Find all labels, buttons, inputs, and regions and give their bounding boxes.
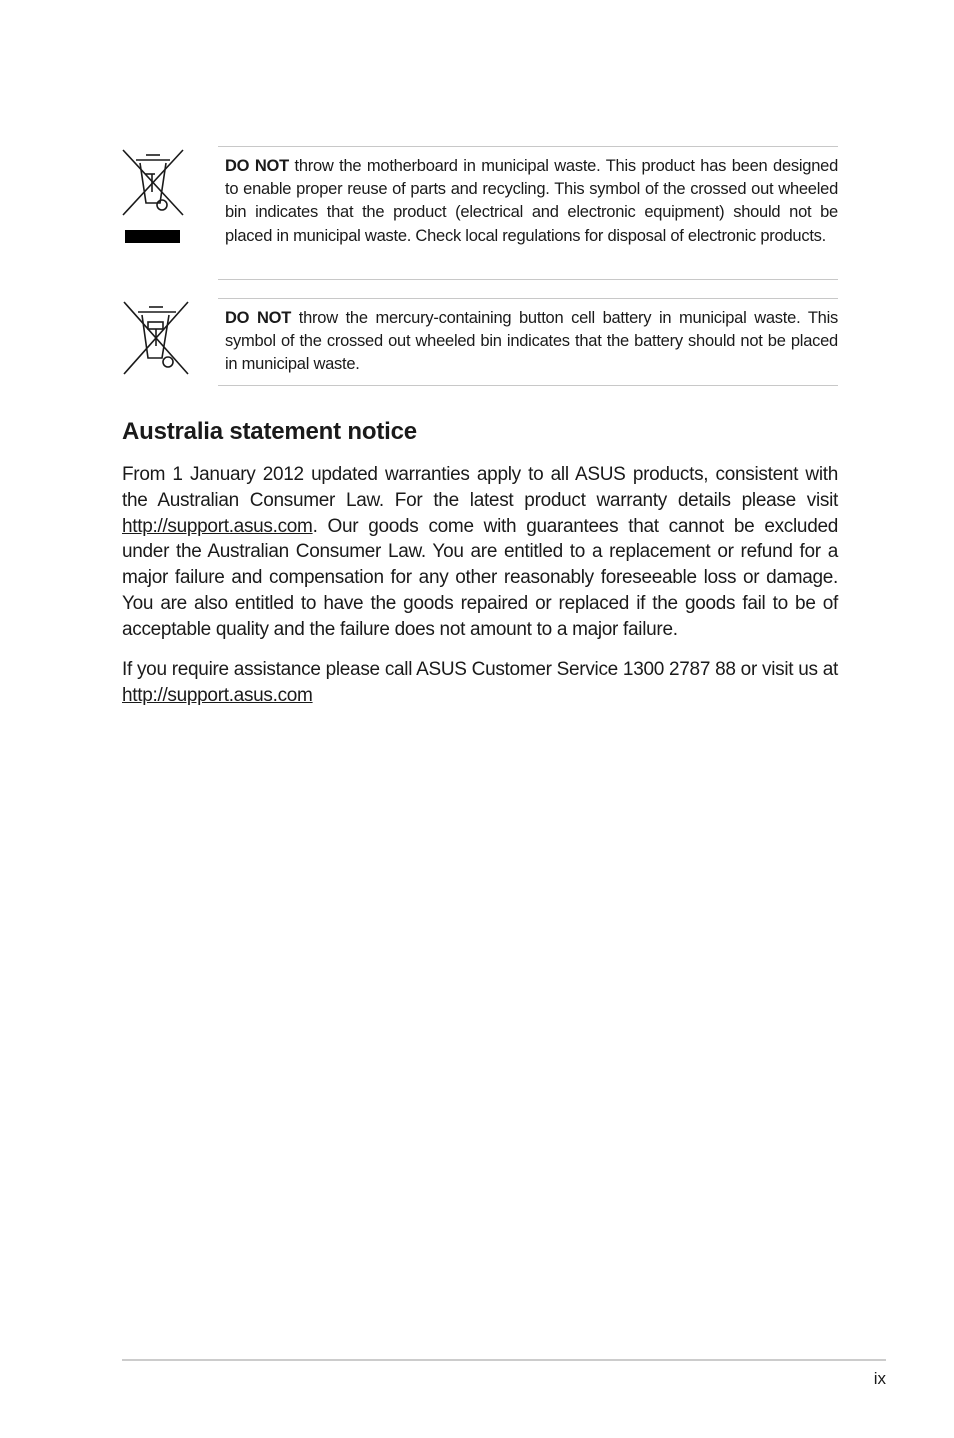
support-link[interactable]: http://support.asus.com (122, 684, 313, 706)
paragraph-text: From 1 January 2012 updated warranties apply to all ASUS products, consistent with the Australian Consumer Law. For the latest product warranty details please visit (122, 464, 838, 511)
notice-lead: DO NOT (225, 309, 292, 327)
notice-text (218, 146, 838, 280)
warranty-paragraph (122, 462, 838, 643)
page-number: ix (873, 1369, 886, 1388)
paragraph-text: . Our goods come with guarantees that cannot be excluded under the Australian Consumer Law. You are entitled to a replacement or refund for a major failure and compensation for any other reasonably foreseeable loss or damage. You are also entitled to have the goods repaired or replaced if the goods fail to be of acceptable quality and the failure does not amount to a major failure. (122, 515, 838, 640)
crossed-wheeled-bin-icon (122, 148, 184, 249)
assistance-paragraph (122, 657, 838, 709)
notice-motherboard-disposal (122, 146, 838, 280)
section-title: Australia statement notice (122, 418, 417, 445)
notice-battery-disposal (122, 298, 838, 386)
notice-text (218, 298, 838, 386)
notice-lead: DO NOT (225, 157, 289, 175)
notice-body: throw the mercury-containing button cell battery in municipal waste. This symbol of the crossed out wheeled bin indicates that the battery should not be placed in municipal waste. (225, 309, 838, 374)
paragraph-text: If you require assistance please call ASUS Customer Service 1300 2787 88 or visit us at (122, 659, 838, 680)
notice-body: throw the motherboard in municipal waste. This product has been designed to enable proper reuse of parts and recycling. This symbol of the crossed out wheeled bin indicates that the product (electrical and electronic equipment) should not be placed in municipal waste. Check local regulations for disposal of electronic products. (225, 157, 838, 245)
support-link[interactable]: http://support.asus.com (122, 515, 313, 537)
crossed-wheeled-bin-battery-icon (122, 300, 184, 381)
footer-divider (122, 1359, 886, 1361)
